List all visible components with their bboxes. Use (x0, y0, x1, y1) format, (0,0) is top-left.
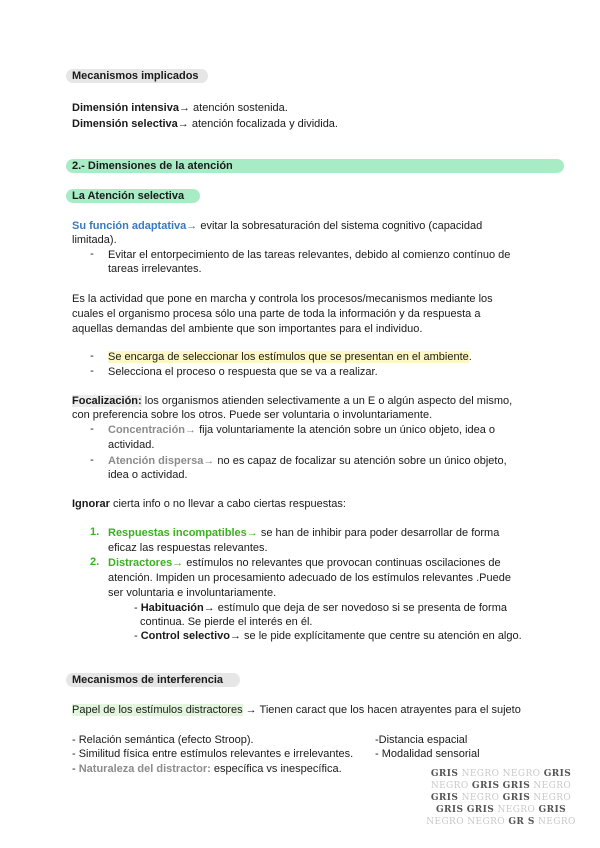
habituacion-term: Habituación (140, 602, 204, 614)
interferencia-left-1: - Relación semántica (efecto Stroop). (72, 734, 254, 746)
section-header-atencion-selectiva: La Atención selectiva (66, 189, 200, 203)
watermark-word: GRIS (538, 805, 567, 815)
bullet-dash: - (90, 423, 94, 435)
ignorar-term: Ignorar (72, 498, 110, 510)
item2-arrow: → (172, 557, 184, 569)
watermark-row (426, 816, 576, 828)
watermark-word: NEGRO (533, 781, 572, 791)
bullet-dash: - (90, 350, 94, 362)
definicion-line-1: Es la actividad que pone en marcha y controla los procesos/mecanismos mediante los (72, 293, 493, 305)
dimension-intensiva-term: Dimensión intensiva (72, 102, 179, 114)
list-number-1: 1. (90, 526, 100, 538)
dispersa-text-1: no es capaz de focalizar su atención sobre un único objeto, (214, 455, 507, 467)
interferencia-left-3 (72, 762, 342, 776)
item2-term: Distractores (108, 557, 173, 569)
watermark-row (426, 780, 576, 792)
dispersa-line-1 (108, 454, 507, 468)
watermark-word: NEGRO (461, 793, 500, 803)
dispersa-term: Atención dispersa→ (108, 455, 215, 467)
habituacion-line-2: continua. Se pierde el interés en él. (140, 616, 313, 628)
focalizacion-line-1 (72, 394, 512, 408)
ignorar-text: cierta info o no llevar a cabo ciertas respuestas: (109, 498, 346, 510)
watermark-word: GRIS (502, 793, 531, 803)
item1-line-2: eficaz las respuestas relevantes. (108, 542, 268, 554)
control-term: Control selectivo (140, 630, 230, 642)
dispersa-line-2: idea o actividad. (108, 469, 188, 481)
interferencia-right-2: - Modalidad sensorial (375, 748, 480, 760)
definicion-bullet-2: Selecciona el proceso o respuesta que se va a realizar. (108, 366, 378, 378)
item2-line-1 (108, 556, 501, 570)
watermark-row (426, 804, 576, 816)
dimension-intensiva-line (72, 101, 288, 115)
watermark-word: GRIS (502, 781, 531, 791)
item1-arrow: → (246, 527, 258, 539)
list-number-2: 2. (90, 556, 100, 568)
item2-line-3: ser voluntaria e involuntariamente. (108, 587, 277, 599)
item1-text-1: se han de inhibir para poder desarrollar de forma (257, 527, 500, 539)
watermark-word: NEGRO (461, 769, 500, 779)
concentracion-term: Concentración→ (108, 424, 197, 436)
funcion-line-2: limitada). (72, 234, 117, 246)
habituacion-prefix: - (134, 602, 141, 614)
control-prefix: - (134, 630, 141, 642)
control-text: → se le pide explícitamente que centre su atención en algo. (229, 630, 522, 642)
left3-text: específica vs inespecífica. (210, 763, 342, 775)
definicion-line-3: aquellas demandas del ambiente que son importantes para el individuo. (72, 323, 423, 335)
left3-term: Naturaleza del distractor: (78, 763, 211, 775)
left3-prefix: - (72, 763, 79, 775)
definicion-bullet-1 (108, 350, 472, 364)
papel-text: → Tienen caract que los hacen atrayentes para el sujeto (242, 704, 521, 716)
papel-highlight: Papel de los estímulos distractores (72, 704, 243, 716)
funcion-arrow: → (186, 220, 198, 232)
section-header-mecanismos-implicados: Mecanismos implicados (66, 69, 208, 83)
bullet-dash: - (90, 248, 94, 260)
funcion-term: Su función adaptativa (72, 220, 187, 232)
watermark-word: NEGRO (533, 793, 572, 803)
watermark-row (426, 768, 576, 780)
bullet-dash: - (90, 454, 94, 466)
dimension-intensiva-text: → atención sostenida. (178, 102, 288, 114)
funcion-text-1: evitar la sobresaturación del sistema cognitivo (capacidad (197, 220, 483, 232)
watermark-word: NEGRO (467, 817, 506, 827)
watermark-word: GRIS (430, 793, 459, 803)
ignorar-line (72, 497, 346, 511)
papel-line (72, 703, 521, 717)
watermark-word: GRIS (466, 805, 495, 815)
focalizacion-text-1: los organismos atienden selectivamente a un E o algún aspecto del mismo, (141, 395, 513, 407)
watermark-row (426, 792, 576, 804)
section-header-dimensiones: 2.- Dimensiones de la atención (66, 159, 564, 173)
watermark-word: NEGRO (430, 781, 469, 791)
concentracion-text-1: fija voluntariamente la atención sobre un único objeto, idea o (196, 424, 496, 436)
watermark-word: NEGRO (538, 817, 576, 827)
item1-term: Respuestas incompatibles (108, 527, 247, 539)
focalizacion-term: Focalización: (72, 395, 142, 407)
item1-line-1 (108, 526, 499, 540)
watermark-word: GRIS (430, 769, 459, 779)
definicion-bullet-1-end: . (468, 351, 472, 363)
habituacion-text-1: → estímulo que deja de ser novedoso si se presenta de forma (203, 602, 507, 614)
watermark-word: GRIS (471, 781, 500, 791)
definicion-line-2: cuales el organismo procesa sólo una parte de toda la información y da respuesta a (72, 308, 481, 320)
dimension-selectiva-text: → atención focalizada y dividida. (177, 118, 338, 130)
section-header-interferencia: Mecanismos de interferencia (66, 673, 240, 687)
control-line (134, 629, 522, 643)
watermark-logo (426, 768, 576, 828)
concentracion-line-2: actividad. (108, 439, 155, 451)
watermark-word: NEGRO (502, 769, 541, 779)
funcion-bullet-line-2: tareas irrelevantes. (108, 263, 202, 275)
watermark-word: GRIS (543, 769, 572, 779)
watermark-word: GR S (508, 817, 535, 827)
habituacion-line-1 (134, 601, 507, 615)
dimension-selectiva-line (72, 117, 338, 131)
focalizacion-line-2: con preferencia sobre los otros. Puede ser voluntaria o involuntariamente. (72, 409, 433, 421)
definicion-bullet-1-highlight: Se encarga de seleccionar los estímulos que se presentan en el ambiente (108, 351, 469, 363)
interferencia-right-1: -Distancia espacial (375, 734, 468, 746)
concentracion-line-1 (108, 423, 495, 437)
interferencia-left-2: - Similitud física entre estímulos relevantes e irrelevantes. (72, 748, 354, 760)
watermark-word: NEGRO (426, 817, 464, 827)
watermark-word: NEGRO (497, 805, 536, 815)
dimension-selectiva-term: Dimensión selectiva (72, 118, 178, 130)
funcion-line-1 (72, 219, 482, 233)
funcion-bullet-line-1: Evitar el entorpecimiento de las tareas relevantes, debido al comienzo contínuo de (108, 249, 511, 261)
bullet-dash: - (90, 365, 94, 377)
watermark-word: GRIS (435, 805, 464, 815)
item2-line-2: atención. Impiden un procesamiento adecuado de los estímulos relevantes .Puede (108, 572, 511, 584)
item2-text-1: estímulos no relevantes que provocan continuas oscilaciones de (183, 557, 501, 569)
